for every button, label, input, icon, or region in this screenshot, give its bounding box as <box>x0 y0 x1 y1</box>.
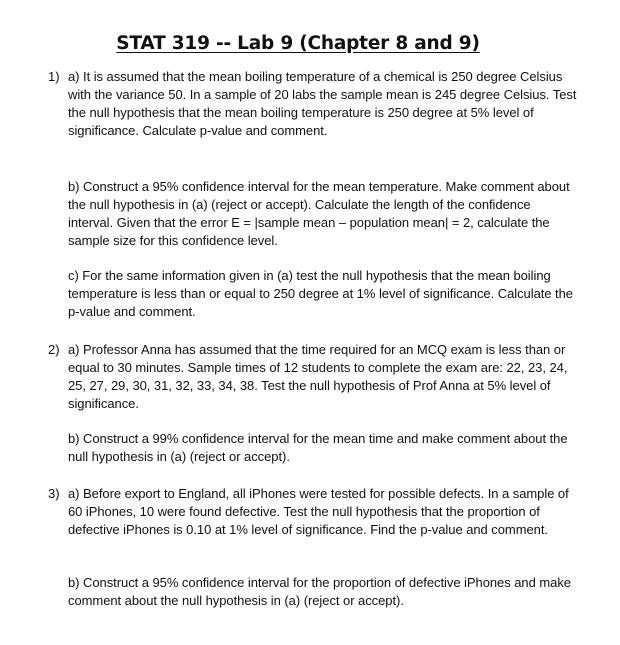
question-3-part-b: b) Construct a 95% confidence interval for the proportion of defective iPhones and make comment about the null hypothesis in (a) (reject or accept). <box>68 575 571 608</box>
question-number: 3) <box>48 486 60 501</box>
question-number: 2) <box>48 342 60 357</box>
question-1-part-b: b) Construct a 95% confidence interval for the mean temperature. Make comment about the null hypothesis in (a) (reject or accept). Calculate the length of the confidence interval. Given that the error E = |sample mean – population mean| = 2, calculate the sample size for this confidence level. <box>68 179 570 248</box>
question-3-part-a: a) Before export to England, all iPhones were tested for possible defects. In a sample of 60 iPhones, 10 were found defective. Test the null hypothesis that the proportion of defective iPhones is 0.10 at 1% level of significance. Find the p-value and comment. <box>68 486 569 537</box>
question-1-part-c: c) For the same information given in (a) test the null hypothesis that the mean boiling temperature is less than or equal to 250 degree at 1% level of significance. Calculate the p-value and comment. <box>68 268 573 319</box>
page-title: STAT 319 -- Lab 9 (Chapter 8 and 9) <box>116 33 480 54</box>
question-2-part-b: b) Construct a 99% confidence interval for the mean time and make comment about the null hypothesis in (a) (reject or accept). <box>68 431 568 464</box>
question-1-part-a: a) It is assumed that the mean boiling temperature of a chemical is 250 degree Celsius with the variance 50. In a sample of 20 labs the sample mean is 245 degree Celsius. Test the null hypothesis that the mean boiling temperature is 250 degree at 5% level of significance. Calculate p-value and comment. <box>68 69 577 138</box>
question-number: 1) <box>48 69 60 84</box>
question-2-part-a: a) Professor Anna has assumed that the time required for an MCQ exam is less than or equal to 30 minutes. Sample times of 12 students to complete the exam are: 22, 23, 24, 25, 27, 29, 30, 31, 32, 33, 34, 38. Test the null hypothesis of Prof Anna at 5% level of significance. <box>68 342 568 411</box>
